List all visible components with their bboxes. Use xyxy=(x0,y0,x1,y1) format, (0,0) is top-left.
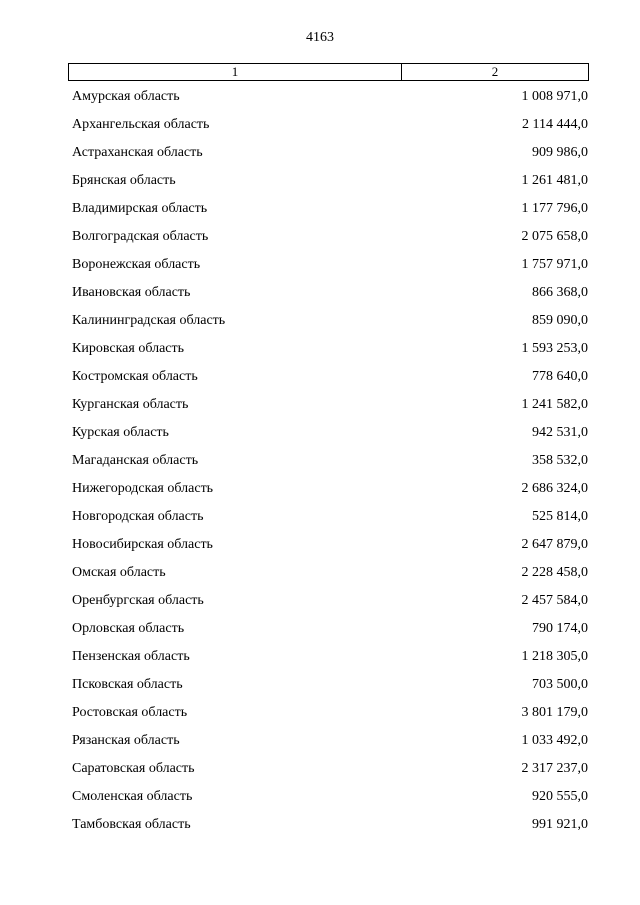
region-name: Новгородская область xyxy=(72,509,204,524)
region-value: 790 174,0 xyxy=(532,621,588,636)
region-name: Омская область xyxy=(72,565,166,580)
region-name: Курская область xyxy=(72,425,169,440)
region-value: 2 228 458,0 xyxy=(521,565,588,580)
region-name: Пензенская область xyxy=(72,649,190,664)
column-header-1: 1 xyxy=(69,64,402,80)
region-name: Новосибирская область xyxy=(72,537,213,552)
table-row xyxy=(72,335,588,363)
region-name: Ростовская область xyxy=(72,705,188,720)
region-value: 358 532,0 xyxy=(532,453,588,468)
page-number: 4163 xyxy=(306,30,334,45)
region-value: 866 368,0 xyxy=(532,285,588,300)
region-name: Воронежская область xyxy=(72,257,201,272)
region-value: 1 218 305,0 xyxy=(521,649,588,664)
region-name: Магаданская область xyxy=(72,453,199,468)
region-name: Архангельская область xyxy=(72,117,210,132)
region-name: Костромская область xyxy=(72,369,198,384)
region-value: 1 177 796,0 xyxy=(521,201,588,216)
table-row xyxy=(72,223,588,251)
region-name: Кировская область xyxy=(72,341,185,356)
region-name: Нижегородская область xyxy=(72,481,214,496)
table-body xyxy=(72,83,588,839)
region-value: 1 033 492,0 xyxy=(521,733,588,748)
table-row xyxy=(72,111,588,139)
region-value: 859 090,0 xyxy=(532,313,588,328)
region-value: 2 317 237,0 xyxy=(521,761,588,776)
region-name: Курганская область xyxy=(72,397,189,412)
region-value: 942 531,0 xyxy=(532,425,588,440)
region-value: 2 647 879,0 xyxy=(521,537,588,552)
table-row xyxy=(72,531,588,559)
table-row xyxy=(72,615,588,643)
region-value: 2 114 444,0 xyxy=(522,117,588,132)
table-header xyxy=(68,63,589,81)
region-value: 1 261 481,0 xyxy=(521,173,588,188)
region-name: Астраханская область xyxy=(72,145,203,160)
region-name: Волгоградская область xyxy=(72,229,209,244)
region-name: Амурская область xyxy=(72,89,180,104)
region-name: Калининградская область xyxy=(72,313,226,328)
table-row xyxy=(72,475,588,503)
region-name: Владимирская область xyxy=(72,201,208,216)
region-name: Тамбовская область xyxy=(72,817,191,832)
table-row xyxy=(72,251,588,279)
region-value: 991 921,0 xyxy=(532,817,588,832)
region-name: Псковская область xyxy=(72,677,183,692)
region-name: Рязанская область xyxy=(72,733,180,748)
table-row xyxy=(72,587,588,615)
region-value: 2 457 584,0 xyxy=(521,593,588,608)
table-row xyxy=(72,167,588,195)
table-row xyxy=(72,307,588,335)
region-value: 3 801 179,0 xyxy=(521,705,588,720)
table-row xyxy=(72,559,588,587)
region-name: Орловская область xyxy=(72,621,185,636)
region-value: 2 686 324,0 xyxy=(521,481,588,496)
table-row xyxy=(72,643,588,671)
table-row xyxy=(72,699,588,727)
table-row xyxy=(72,83,588,111)
table-row xyxy=(72,195,588,223)
region-value: 1 593 253,0 xyxy=(521,341,588,356)
region-value: 909 986,0 xyxy=(532,145,588,160)
table-row xyxy=(72,503,588,531)
table-row xyxy=(72,811,588,839)
table-row xyxy=(72,391,588,419)
column-header-2: 2 xyxy=(491,64,499,79)
region-value: 1 241 582,0 xyxy=(521,397,588,412)
region-name: Брянская область xyxy=(72,173,176,188)
table-row xyxy=(72,419,588,447)
region-name: Оренбургская область xyxy=(72,593,204,608)
table-row xyxy=(72,783,588,811)
region-value: 1 757 971,0 xyxy=(521,257,588,272)
table-row xyxy=(72,279,588,307)
table-row xyxy=(72,139,588,167)
region-value: 703 500,0 xyxy=(532,677,588,692)
table-row xyxy=(72,363,588,391)
region-name: Смоленская область xyxy=(72,789,193,804)
region-value: 778 640,0 xyxy=(532,369,588,384)
region-value: 2 075 658,0 xyxy=(521,229,588,244)
region-value: 920 555,0 xyxy=(532,789,588,804)
region-value: 1 008 971,0 xyxy=(521,89,588,104)
table-row xyxy=(72,727,588,755)
region-name: Саратовская область xyxy=(72,761,195,776)
region-value: 525 814,0 xyxy=(532,509,588,524)
region-name: Ивановская область xyxy=(72,285,191,300)
table-row xyxy=(72,755,588,783)
table-row xyxy=(72,671,588,699)
table-row xyxy=(72,447,588,475)
